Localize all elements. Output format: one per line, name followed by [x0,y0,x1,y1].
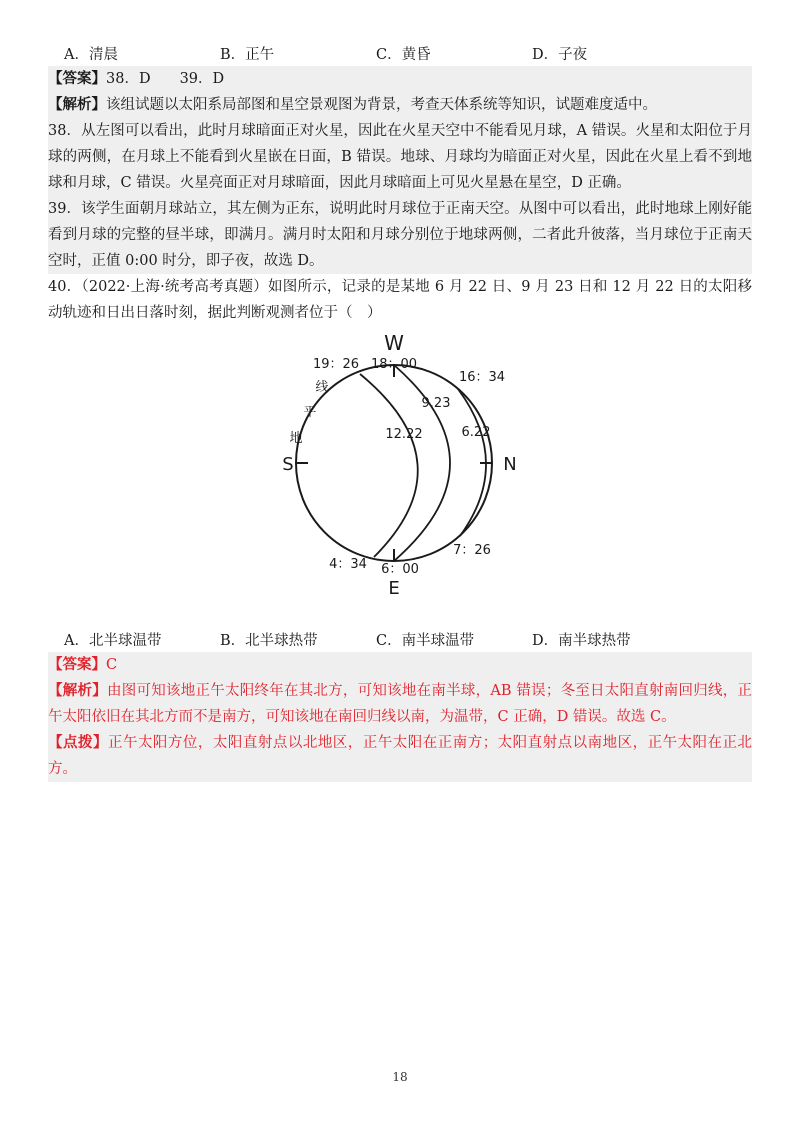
analysis-39: 39．该学生面朝月球站立，其左侧为正东，说明此时月球位于正南天空。从图中可以看出，此时地球上刚好能看到月球的完整的昼半球，即满月。满月时太阳和月球分别位于地球两侧，二者此升彼落，当月球位于正南天空时，正值 0:00 时分，即子夜，故选 D。 [48,201,752,269]
analysis-40 [48,678,752,730]
page-content [48,40,752,782]
time-726: 7：26 [453,543,491,558]
tip-40 [48,730,752,782]
q37-options [48,40,752,66]
question-40-stem: 40．（2022·上海·统考高考真题）如图所示，记录的是某地 6 月 22 日、9 月 23 日和 12 月 22 日的太阳移动轨迹和日出日落时刻，据此判断观测者位于（ ） [48,279,752,321]
dir-n: N [503,454,517,475]
analysis-40-text: 由图可知该地正午太阳终年在其北方，可知该地在南半球，AB 错误；冬至日太阳直射南回归线，正午太阳依旧在其北方而不是南方，可知该地在南回归线以南，为温带，C 正确，D 错误。故选 C。 [48,683,753,725]
date-1222: 12.22 [385,427,423,442]
dir-w: W [384,331,404,355]
sun-path-figure [48,326,752,626]
time-1926: 19：26 [312,357,360,372]
analysis-label: 【解析】 [48,96,106,113]
analysis-block-40 [48,652,752,782]
option-d: D．南半球热带 [532,632,631,649]
path-1222 [360,374,418,557]
tip-40-label: 【点拨】 [48,734,108,751]
path-923 [394,365,450,561]
time-1800: 18：00 [370,357,418,372]
dir-e: E [388,578,400,599]
time-1634: 16：34 [458,370,506,385]
tip-40-text: 正午太阳方位，太阳直射点以北地区，正午太阳在正南方；太阳直射点以南地区，正午太阳在正北方。 [48,735,753,777]
time-434: 4：34 [329,557,367,572]
answer-label: 【答案】 [48,70,106,87]
horizon-char-3: 地 [289,431,303,446]
analysis-40-label: 【解析】 [48,682,107,699]
option-c: C．黄昏 [376,46,431,63]
answer-line [48,66,752,92]
analysis-38: 38．从左图可以看出，此时月球暗面正对火星，因此在火星天空中不能看见月球，A 错误。火星和太阳位于月球的两侧，在月球上不能看到火星嵌在日面，B 错误。地球、月球均为暗面正对火星，因此在火星上看不到地球和月球，C 错误。火星亮面正对月球暗面，因此月球暗面上可见火星悬在星空，D 正确。 [48,123,752,191]
page-number: 18 [392,1070,408,1084]
option-d: D．子夜 [532,46,588,63]
answer-text: 38．D 39．D [106,71,225,87]
date-622: 6.22 [461,425,491,440]
date-923: 9.23 [421,396,451,411]
answer-40-line [48,652,752,678]
sun-path-diagram [48,326,752,626]
dir-s: S [282,454,294,475]
analysis-intro: 该组试题以太阳系局部图和星空景观图为背景，考查天体系统等知识，试题难度适中。 [106,97,657,113]
option-b: B．正午 [220,46,275,63]
time-600: 6：00 [381,562,419,577]
option-a: A．清晨 [64,46,118,63]
analysis-intro-line [48,92,752,118]
q40-options [48,626,752,652]
answer-40-label: 【答案】 [48,656,106,673]
option-c: C．南半球温带 [376,632,475,649]
option-a: A．北半球温带 [64,632,162,649]
horizon-char-1: 线 [315,380,329,395]
analysis-block-38-39 [48,66,752,274]
answer-40-text: C [106,657,118,673]
option-b: B．北半球热带 [220,632,318,649]
horizon-char-2: 平 [303,405,317,420]
